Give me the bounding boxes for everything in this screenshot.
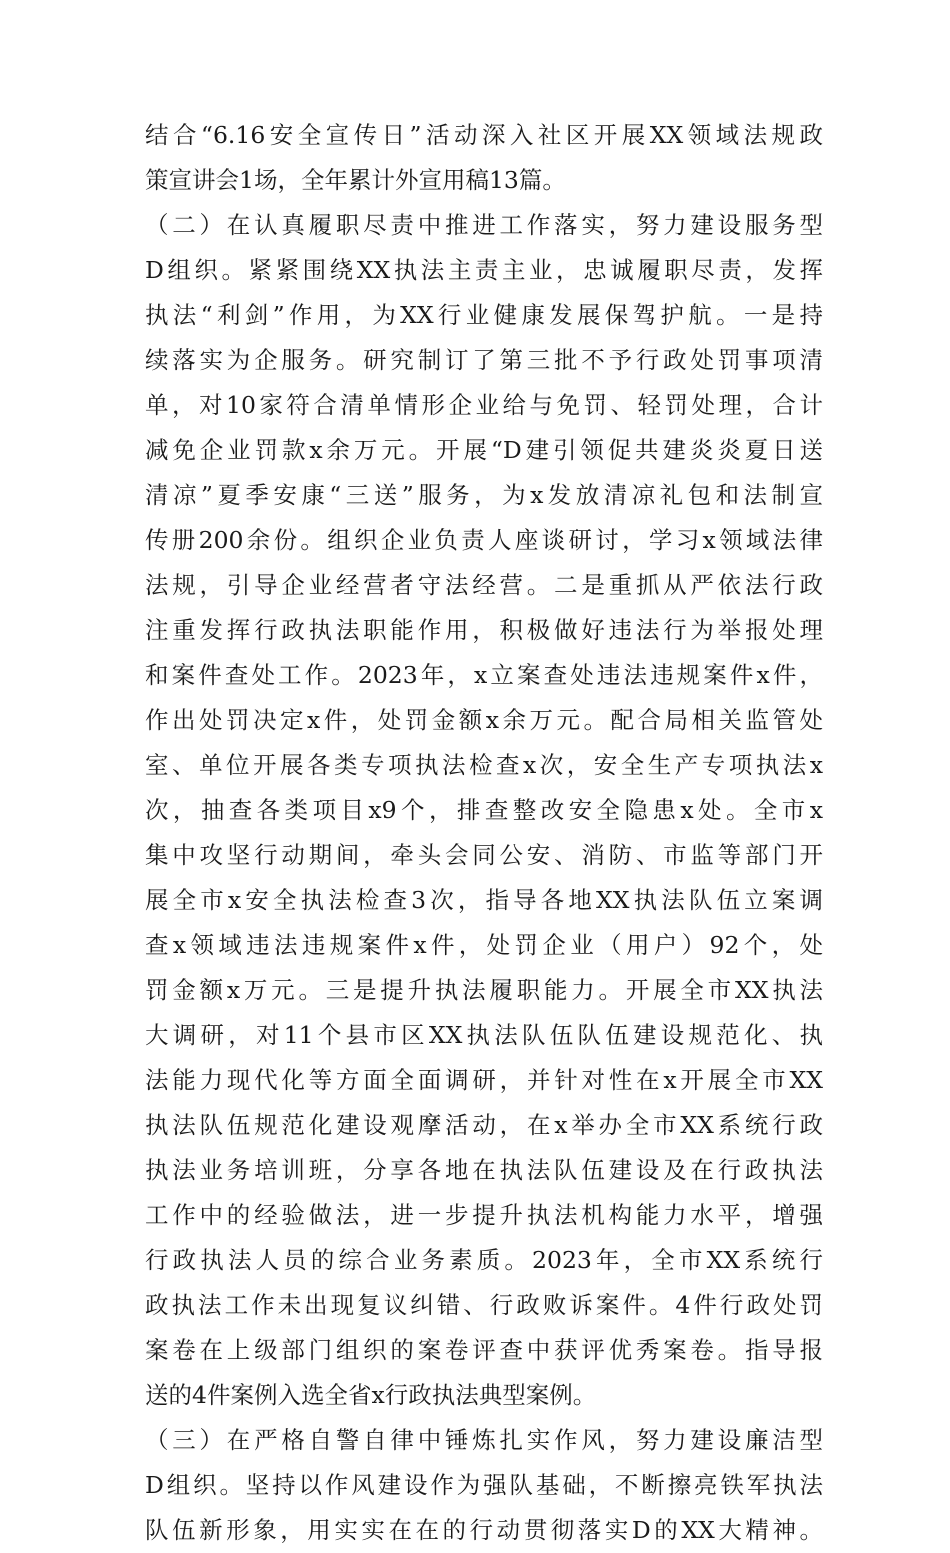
text-line: 行政执法人员的综合业务素质。2023年，全市XX系统行 bbox=[145, 1246, 823, 1274]
text-line: 结合“6.16安全宣传日”活动深入社区开展XX领域法规政 bbox=[145, 121, 823, 149]
text-line: 法规，引导企业经营者守法经营。二是重抓从严依法行政 bbox=[145, 571, 823, 599]
document-body bbox=[145, 113, 823, 1553]
text-line: 查x领域违法违规案件x件，处罚企业（用户）92个，处 bbox=[145, 931, 823, 959]
text-line: （二）在认真履职尽责中推进工作落实，努力建设服务型 bbox=[145, 211, 823, 239]
text-line: 续落实为企服务。研究制订了第三批不予行政处罚事项清 bbox=[145, 346, 823, 374]
text-line: 执法“利剑”作用，为XX行业健康发展保驾护航。一是持 bbox=[145, 301, 823, 329]
text-line: 传册200余份。组织企业负责人座谈研讨，学习x领域法律 bbox=[145, 526, 823, 554]
text-line: 工作中的经验做法，进一步提升执法机构能力水平，增强 bbox=[145, 1201, 823, 1229]
text-line: 注重发挥行政执法职能作用，积极做好违法行为举报处理 bbox=[145, 616, 823, 644]
text-line: 策宣讲会1场，全年累计外宣用稿13篇。 bbox=[145, 166, 566, 194]
text-line: 单，对10家符合清单情形企业给与免罚、轻罚处理，合计 bbox=[145, 391, 823, 419]
text-line: 执法业务培训班，分享各地在执法队伍建设及在行政执法 bbox=[145, 1156, 823, 1184]
text-line: （三）在严格自警自律中锤炼扎实作风，努力建设廉洁型 bbox=[145, 1426, 823, 1454]
text-line: 集中攻坚行动期间，牵头会同公安、消防、市监等部门开 bbox=[145, 841, 823, 869]
text-line: 队伍新形象，用实实在在的行动贯彻落实D的XX大精神。 bbox=[145, 1516, 823, 1544]
text-line: 案卷在上级部门组织的案卷评查中获评优秀案卷。指导报 bbox=[145, 1336, 823, 1364]
text-line: 政执法工作未出现复议纠错、行政败诉案件。4件行政处罚 bbox=[145, 1291, 823, 1319]
text-line: 展全市x安全执法检查3次，指导各地XX执法队伍立案调 bbox=[145, 886, 823, 914]
text-line: 送的4件案例入选全省x行政执法典型案例。 bbox=[145, 1381, 597, 1409]
text-line: 室、单位开展各类专项执法检查x次，安全生产专项执法x bbox=[145, 751, 823, 779]
text-line: 次，抽查各类项目x9个，排查整改安全隐患x处。全市x bbox=[145, 796, 823, 824]
text-line: 执法队伍规范化建设观摩活动，在x举办全市XX系统行政 bbox=[145, 1111, 823, 1139]
text-line: 减免企业罚款x余万元。开展“D建引领促共建炎炎夏日送 bbox=[145, 436, 823, 464]
text-line: D组织。坚持以作风建设作为强队基础，不断擦亮铁军执法 bbox=[145, 1471, 823, 1499]
text-line: 法能力现代化等方面全面调研，并针对性在x开展全市XX bbox=[145, 1066, 823, 1094]
text-line: 和案件查处工作。2023年，x立案查处违法违规案件x件， bbox=[145, 661, 823, 689]
text-line: D组织。紧紧围绕XX执法主责主业，忠诚履职尽责，发挥 bbox=[145, 256, 823, 284]
text-line: 清凉”夏季安康“三送”服务，为x发放清凉礼包和法制宣 bbox=[145, 481, 823, 509]
text-line: 大调研，对11个县市区XX执法队伍队伍建设规范化、执 bbox=[145, 1021, 823, 1049]
text-line: 作出处罚决定x件，处罚金额x余万元。配合局相关监管处 bbox=[145, 706, 823, 734]
text-line: 罚金额x万元。三是提升执法履职能力。开展全市XX执法 bbox=[145, 976, 823, 1004]
